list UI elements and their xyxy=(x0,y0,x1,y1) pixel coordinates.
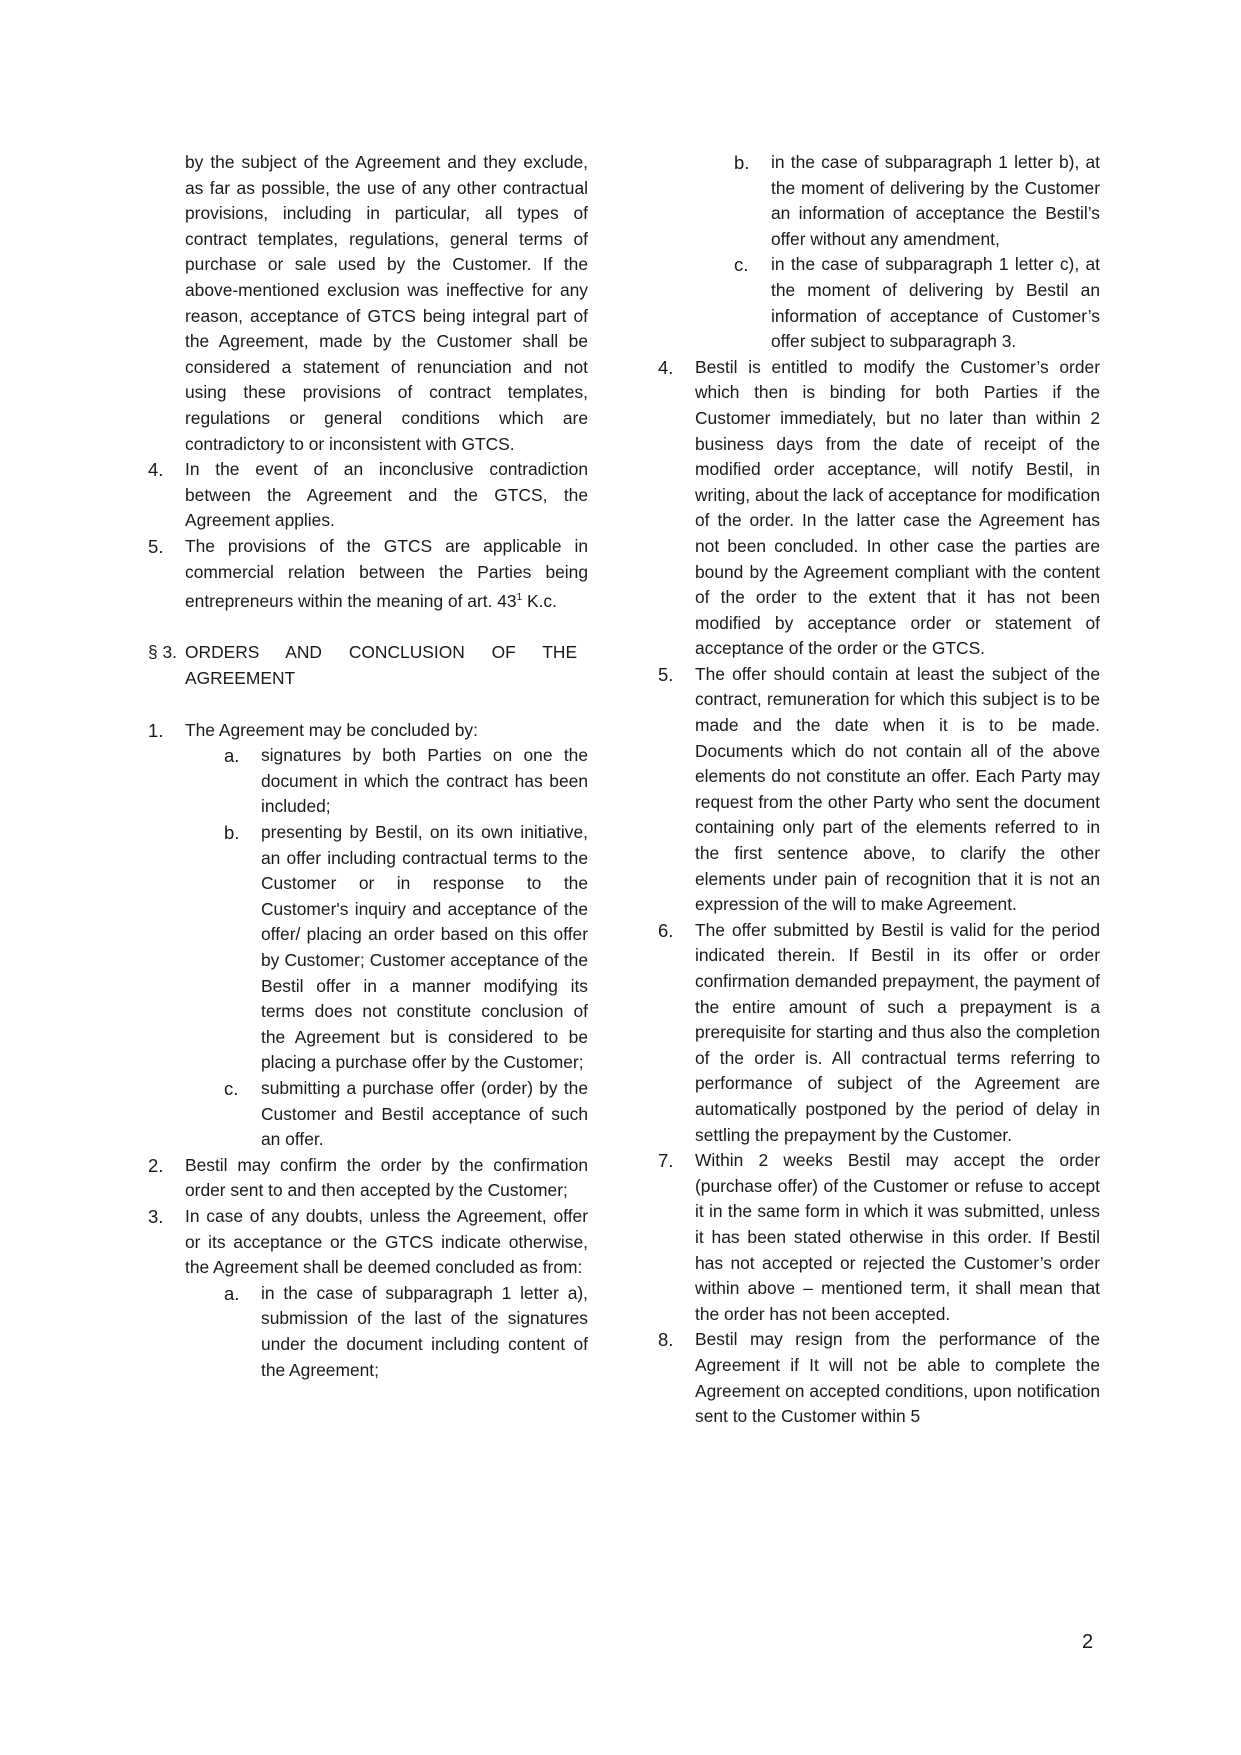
subclause-a xyxy=(148,743,588,820)
subclause-letter: a. xyxy=(224,745,240,767)
clause-4 xyxy=(148,457,588,534)
subclause-text: in the case of subparagraph 1 letter c), at the moment of delivering by Bestil an information of acceptance of Customer’s offer subject to subparagraph 3. xyxy=(771,254,1100,352)
subclause-letter: b. xyxy=(734,152,750,173)
subclause-letter: c. xyxy=(734,254,749,276)
subclause-text: submitting a purchase offer (order) by the Customer and Bestil acceptance of such an offer. xyxy=(261,1077,588,1150)
clause-number: 8. xyxy=(658,1329,674,1351)
subclause-letter: b. xyxy=(224,822,240,844)
section-clause-8 xyxy=(658,1327,1100,1429)
subclause-letter: c. xyxy=(224,1077,239,1099)
section-clause-3 xyxy=(148,1204,588,1281)
subclause-c xyxy=(148,1076,588,1153)
clause-text: In case of any doubts, unless the Agreement, offer or its acceptance or the GTCS indicate otherwise, the Agreement shall be deemed concluded as from: xyxy=(185,1205,588,1278)
section-number: § 3. xyxy=(148,642,178,663)
section-title: ORDERS AND CONCLUSION OF THE AGREEMENT xyxy=(185,642,578,689)
clause-text: The offer should contain at least the subject of the contract, remuneration for which this subject is to be made and the date when it is to be made. Documents which do not contain all of the above elements do not constitute an offer. Each Party may request from the other Party who sent the document containing only part of the elements referred to in the first sentence above, to clarify the other elements under pain of recognition that it is not an expression of the will to make Agreement. xyxy=(695,663,1100,915)
continuation-paragraph: by the subject of the Agreement and they exclude, as far as possible, the use of any other contractual provisions, including in particular, all types of contract templates, regulations, general terms of purchase or sale used by the Customer. If the above-mentioned exclusion was ineffective for any reason, acceptance of GTCS being integral part of the Agreement, made by the Customer shall be considered a statement of renunciation and not using these provisions of contract templates, regulations or general conditions which are contradictory to or inconsistent with GTCS. xyxy=(185,152,588,454)
page-number: 2 xyxy=(1082,1631,1094,1653)
clause-number: 4. xyxy=(148,459,164,481)
subclause-text: in the case of subparagraph 1 letter b), at the moment of delivering by the Customer an information of acceptance the Bestil’s offer without any amendment, xyxy=(771,152,1100,249)
section-clause-7 xyxy=(658,1148,1100,1327)
section-clause-4 xyxy=(658,355,1100,662)
clause-number: 6. xyxy=(658,919,674,941)
subclause-b xyxy=(658,150,1100,252)
right-column xyxy=(658,150,1100,1430)
clause-text: Bestil may confirm the order by the confirmation order sent to and then accepted by the Customer; xyxy=(185,1154,588,1201)
section-heading xyxy=(148,640,588,691)
subclause-a xyxy=(148,1281,588,1383)
clause-text: The provisions of the GTCS are applicable in commercial relation between the Parties being entrepreneurs within the meaning of art. 43 xyxy=(185,535,588,611)
subclause-text: in the case of subparagraph 1 letter a), submission of the last of the signatures under the document including content of the Agreement; xyxy=(261,1282,588,1380)
clause-number: 2. xyxy=(148,1154,164,1176)
clause-number: 7. xyxy=(658,1150,674,1172)
clause-text-end: K.c. xyxy=(522,590,557,611)
clause-5 xyxy=(148,534,588,615)
subclause-b xyxy=(148,820,588,1076)
section-clause-1 xyxy=(148,718,588,744)
subclause-text: presenting by Bestil, on its own initiative, an offer including contractual terms to the Customer or in response to the Customer's inquiry and acceptance of the offer/ placing an order based on this offer by Customer; Customer acceptance of the Bestil offer in a manner modifying its terms does not constitute conclusion of the Agreement but is considered to be placing a purchase offer by the Customer; xyxy=(261,822,588,1073)
section-clause-5 xyxy=(658,662,1100,918)
clause-number: 1. xyxy=(148,719,164,741)
clause-text: Bestil may resign from the performance of the Agreement if It will not be able to complete the Agreement on accepted conditions, upon notification sent to the Customer within 5 xyxy=(695,1329,1100,1427)
clause-text: In the event of an inconclusive contradiction between the Agreement and the GTCS, the Agreement applies. xyxy=(185,459,588,531)
clause-text: The Agreement may be concluded by: xyxy=(185,719,478,740)
subclause-letter: a. xyxy=(224,1282,240,1304)
clause-number: 3. xyxy=(148,1205,164,1227)
clause-text: Within 2 weeks Bestil may accept the order (purchase offer) of the Customer or refuse to accept it in the same form in which it was submitted, unless it has been stated otherwise in this order. If Bestil has not accepted or rejected the Customer’s order within above – mentioned term, it shall mean that the order has not been accepted. xyxy=(695,1150,1100,1324)
section-clause-6 xyxy=(658,918,1100,1148)
subclause-text: signatures by both Parties on one the document in which the contract has been included; xyxy=(261,745,588,817)
section-clause-2 xyxy=(148,1153,588,1204)
subclause-c xyxy=(658,252,1100,354)
clause-number: 5. xyxy=(658,663,674,685)
clause-number: 5. xyxy=(148,535,164,557)
clause-text: Bestil is entitled to modify the Customer’s order which then is binding for both Parties if the Customer immediately, but no later than within 2 business days from the date of receipt of the modified order acceptance, will notify Bestil, in writing, about the lack of acceptance for modification of the order. In the latter case the Agreement has not been concluded. In other case the parties are bound by the Agreement compliant with the content of the order to the extent that it has not been modified by acceptance order or statement of acceptance of the order or the GTCS. xyxy=(695,356,1100,659)
superscript: 1 xyxy=(516,592,523,604)
clause-text: The offer submitted by Bestil is valid for the period indicated therein. If Bestil in its offer or order confirmation demanded prepayment, the payment of the entire amount of such a prepayment is a prerequisite for starting and thus also the completion of the order is. All contractual terms referring to performance of subject of the Agreement are automatically postponed by the period of delay in settling the prepayment by the Customer. xyxy=(695,919,1100,1145)
clause-number: 4. xyxy=(658,356,674,378)
left-column xyxy=(148,150,588,1383)
